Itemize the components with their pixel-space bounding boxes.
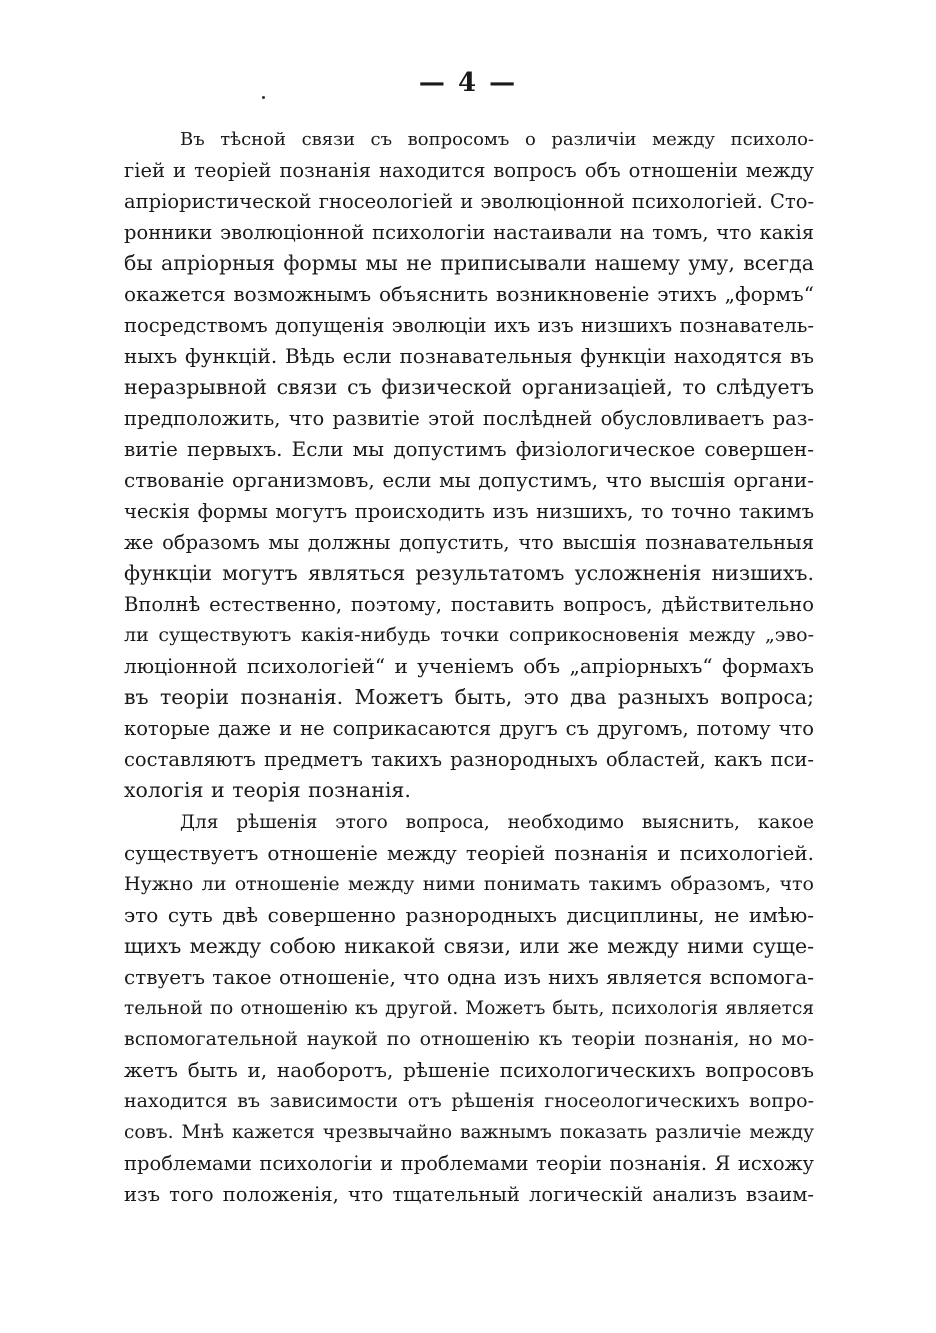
text-line: щихъ между собою никакой связи, или же между ними суще- — [124, 934, 814, 958]
text-line: гіей и теоріей познанія находится вопросъ объ отношеніи между — [124, 159, 814, 182]
paragraph-2 — [124, 807, 814, 1210]
text-line: Нужно ли отношеніе между ними понимать такимъ образомъ, что — [124, 873, 814, 895]
text-line: изъ того положенія, что тщательный логическій анализъ взаим- — [124, 1183, 814, 1206]
text-line: ныхъ функцій. Вѣдь если познавательныя функціи находятся въ — [124, 344, 814, 368]
text-line: Въ тѣсной связи съ вопросомъ о различіи между психоло- — [180, 129, 814, 150]
text-line: ли существуютъ какія-нибудь точки соприкосновенія между „эво- — [124, 624, 814, 646]
text-line: которые даже и не соприкасаются другъ съ другомъ, потому что — [124, 717, 814, 740]
text-line: въ теоріи познанія. Можетъ быть, это два разныхъ вопроса; — [124, 685, 814, 709]
text-line: люціонной психологіей“ и ученіемъ объ „апріорныхъ“ формахъ — [124, 654, 814, 678]
text-line: ствуетъ такое отношеніе, что одна изъ нихъ является вспомога- — [124, 965, 815, 989]
text-line: находится въ зависимости отъ рѣшенія гносеологическихъ вопро- — [124, 1090, 814, 1112]
text-line: ронники эволюціонной психологіи настаивали на томъ, что какія — [124, 221, 814, 244]
text-line: окажется возможнымъ объяснить возникновеніе этихъ „формъ“ — [124, 282, 814, 306]
text-line: Для рѣшенія этого вопроса, необходимо выяснить, какое — [180, 812, 814, 833]
text-line: это суть двѣ совершенно разнородныхъ дисциплины, не имѣю- — [124, 903, 814, 927]
text-line: ствованіе организмовъ, если мы допустимъ, что высшія органи- — [124, 468, 814, 492]
page-number: — 4 — — [418, 68, 518, 98]
text-line: хологія и теорія познанія. — [124, 778, 411, 802]
text-line: посредствомъ допущенія эволюціи ихъ изъ низшихъ познаватель- — [124, 314, 814, 337]
text-line: составляютъ предметъ такихъ разнородныхъ областей, какъ пси- — [124, 748, 814, 771]
text-line: проблемами психологіи и проблемами теоріи познанія. Я исхожу — [124, 1152, 814, 1175]
text-line: витіе первыхъ. Если мы допустимъ физіологическое совершен- — [124, 437, 814, 461]
text-line: Вполнѣ естественно, поэтому, поставить вопросъ, дѣйствительно — [124, 593, 814, 616]
text-line: функціи могутъ являться результатомъ усложненія низшихъ. — [124, 561, 814, 585]
text-line: тельной по отношенію къ другой. Можетъ быть, психологія является — [124, 998, 814, 1019]
text-line: апріористической гносеологіей и эволюціонной психологіей. Сто- — [124, 190, 815, 213]
paragraph-1 — [124, 124, 814, 806]
text-line: совъ. Мнѣ кажется чрезвычайно важнымъ показать различіе между — [124, 1122, 814, 1143]
text-line: ческія формы могутъ происходить изъ низшихъ, то точно такимъ — [124, 500, 814, 523]
text-line: же образомъ мы должны допустить, что высшія познавательныя — [124, 531, 814, 554]
text-line: неразрывной связи съ физической организаціей, то слѣдуетъ — [124, 375, 814, 399]
text-line: жетъ быть и, наоборотъ, рѣшеніе психологическихъ вопросовъ — [124, 1058, 814, 1082]
ink-speck — [262, 96, 265, 99]
text-line: бы апріорныя формы мы не приписывали нашему уму, всегда — [124, 251, 814, 275]
text-line: существуетъ отношеніе между теоріей познанія и психологіей. — [124, 841, 814, 865]
text-line: вспомогательной наукой по отношенію къ теоріи познанія, но мо- — [124, 1028, 814, 1050]
text-line: предположить, что развитіе этой послѣдней обусловливаетъ раз- — [124, 407, 814, 430]
